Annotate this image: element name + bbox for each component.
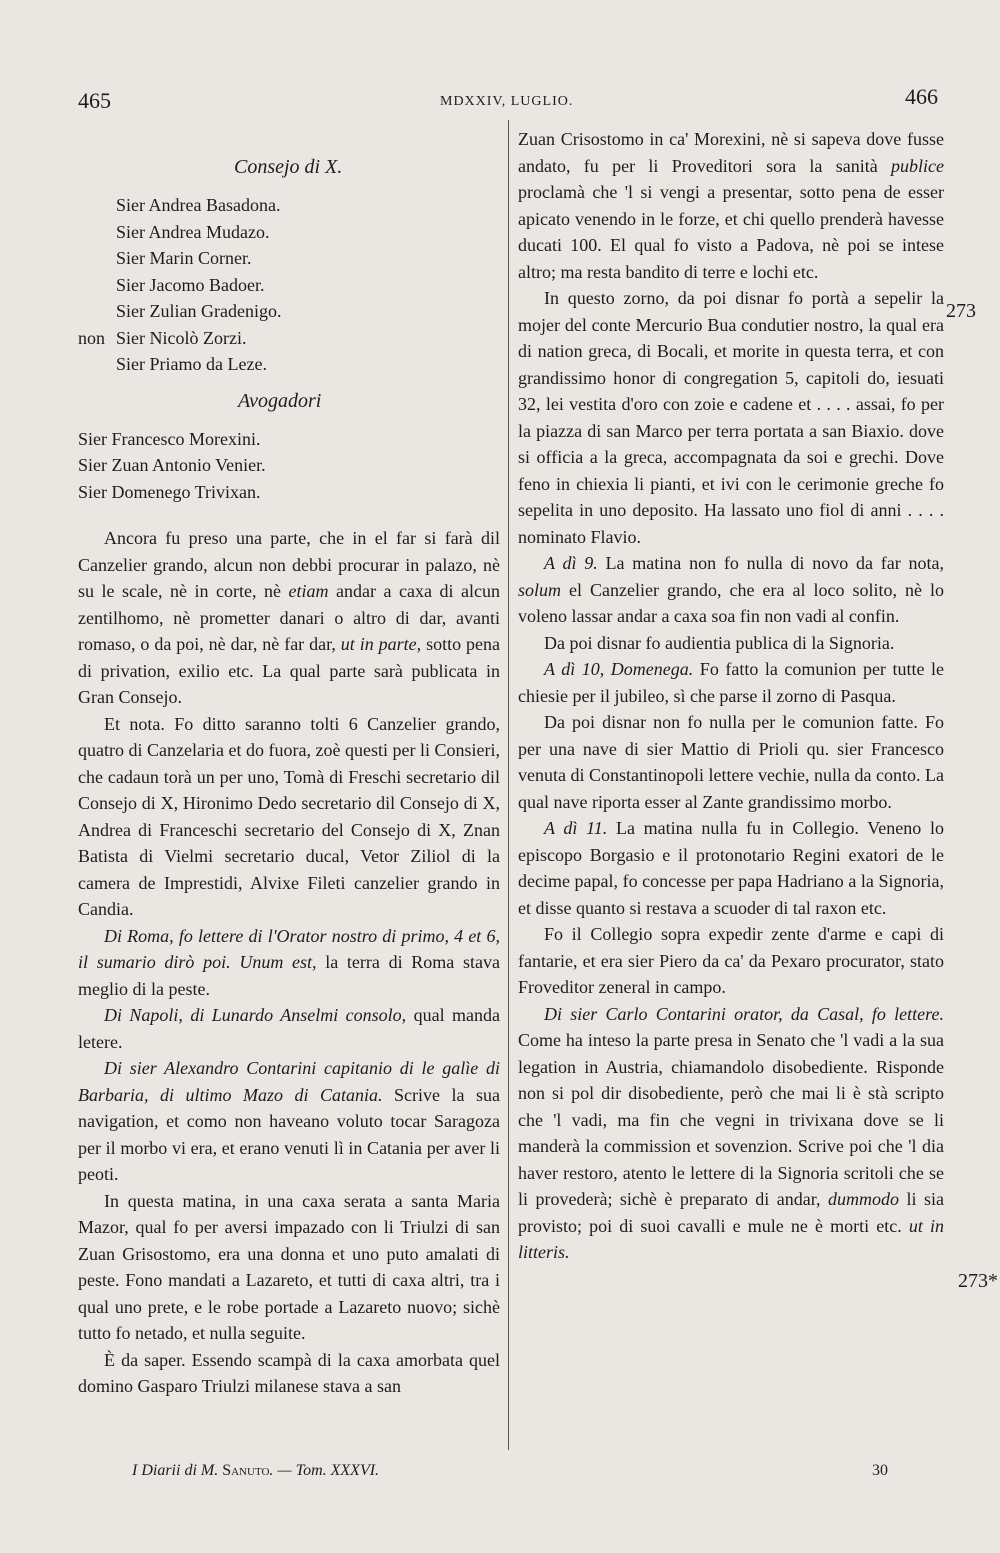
paragraph: In questo zorno, da poi disnar fo portà a sepelir la mojer del conte Mercurio Bua condutier nostro, la qual era di nation greca, di Bocali, et morite in questa terra, et con grandissimo honor di congregation 5, capitoli do, iesuati 32, lei vestita d'oro con zoie e cadene et . . . . assai, fo per la piazza di san Marco per terra portata a san Biaxio. dove si officia a la greca, accompagnata da soi e grechi. Dove feno in chiexia li pianti, et ivi con le cerimonie greche fo sepelita in uno deposito. Ha lassato uno fiol di anni . . . . nominato Flavio.: [518, 288, 944, 547]
section-heading-avogadori: Avogadori: [238, 389, 322, 412]
list-item: Sier Andrea Basadona.: [116, 195, 281, 215]
margin-note-lower: 273*: [958, 1270, 998, 1292]
paragraph: Fo il Collegio sopra expedir zente d'arme e capi di fantarie, et era sier Piero da ca' da Pexaro procurator, stato Froveditor zeneral in campo.: [518, 924, 944, 997]
paragraph: A dì 11. La matina nulla fu in Collegio. Veneno lo episcopo Borgasio e il protonotario Regini exatori de le decime papal, fo concesse per papa Hadriano a la Signoria, et disse quanto si restava a scuoder di tal raxon etc.: [518, 818, 944, 918]
paragraph: Da poi disnar fo audientia publica di la Signoria.: [544, 632, 895, 653]
list-item: Sier Marin Corner.: [116, 248, 252, 268]
section-heading-consejo: Consejo di X.: [234, 156, 343, 178]
running-head: [0, 84, 1000, 118]
paragraph: Di sier Carlo Contarini orator, da Casal, fo lettere. Come ha inteso la parte presa in Senato che 'l vadi a la sua legation in Austria, chiamandolo disobediente. Risponde non si pol dir disobediente, però che mai li è stà scripto che 'l vadi, ma fin che vegni in trivixana dove se li manderà la commission et sovenzion. Scrive poi che 'l dia haver restoro, atento le lettere di la Signoria scritoli che se li provederà; sichè è preparato di andar, dummodo li sia provisto; poi di suoi cavalli e mule ne è morti etc. ut in litteris.: [518, 1003, 944, 1262]
paragraph: In questa matina, in una caxa serata a santa Maria Mazor, qual fo per aversi impazado con li Triulzi di san Zuan Grisostomo, era una donna et uno puto amalati di peste. Fono mandati a Lazareto, et tutti di caxa altri, tra i qual uno prete, e le robe portade a Lazareto nuovo; sichè tutto fo netado, et nulla seguite.: [78, 1190, 500, 1343]
paragraph: A dì 10, Domenega. Fo fatto la comunion per tutte le chiesie per il jubileo, sì che parse il zorno di Pasqua.: [518, 659, 944, 706]
consejo-member-list: [78, 192, 500, 378]
paragraph: Da poi disnar non fo nulla per le comunion fatte. Fo per una nave di sier Mattio di Prioli qu. sier Francesco venuta di Constantinopoli lettere vechie, nulla da conto. La qual nave riporta esser al Zante grandissimo morbo.: [518, 712, 944, 812]
paragraph: Ancora fu preso una parte, che in el far si farà dil Canzelier grando, alcun non debbi procurar in palazo, nè su le scale, nè in corte, nè etiam andar a caxa di alcun zentilhomo, nè prometter danari o altro di dar, avanti romaso, o da poi, nè dar, nè far dar, ut in parte, sotto pena di privation, exilio etc. La qual parte sarà publicata in Gran Consejo.: [78, 528, 500, 707]
paragraph: Di sier Alexandro Contarini capitanio di le galìe di Barbaria, di ultimo Mazo di Catania. Scrive la sua navigation, et como non haveano voluto tocar Saragoza per il morbo vi era, et erano venuti lì in Catania per aver li peoti.: [78, 1058, 500, 1184]
list-item: Sier Francesco Morexini.: [78, 428, 261, 449]
list-item: Sier Priamo da Leze.: [116, 354, 267, 374]
list-item: Sier Andrea Mudazo.: [116, 221, 270, 242]
page-number-left: 465: [78, 88, 111, 113]
paragraph: È da saper. Essendo scampà di la caxa amorbata quel domino Gasparo Triulzi milanese stava a san: [78, 1349, 500, 1396]
margin-note-upper: 273: [946, 300, 976, 322]
running-title: MDXXIV, LUGLIO.: [440, 94, 574, 109]
paragraph: Di Napoli, di Lunardo Anselmi consolo, qual manda letere.: [78, 1005, 500, 1052]
right-column: [518, 126, 944, 1266]
list-item: non Sier Nicolò Zorzi.: [78, 327, 247, 348]
footer-signature-number: 30: [872, 1462, 888, 1479]
paragraph: Et nota. Fo ditto saranno tolti 6 Canzelier grando, quatro di Canzelaria et do fuora, zoè questi per li Consieri, che cadaun torà un per uno, Tomà di Freschi secretario dil Consejo di X, Hironimo Dedo secretario dil Consejo di X, Andrea di Franceschi secretario del Consejo di X, Znan Batista di Vielmi secretario ducal, Vetor Ziliol di la camera de Imprestidi, Alvixe Fileti canzelier grando in Candia.: [78, 713, 500, 919]
list-item: Sier Domenego Trivixan.: [78, 481, 261, 502]
footer-citation: I Diarii di M. Sanuto. — Tom. XXXVI.: [132, 1462, 380, 1479]
column-divider: [508, 120, 509, 1450]
paragraph: Zuan Crisostomo in ca' Morexini, nè si sapeva dove fusse andato, fu per li Proveditori sora la sanità publice proclamà che 'l si vengi a presentar, sotto pena de esser apicato venendo in le forze, et chi quello prenderà havesse ducati 100. El qual fo visto a Padova, nè poi se intese altro; ma resta bandito di terre e lochi etc.: [518, 129, 944, 282]
page-number-right: 466: [905, 84, 938, 109]
list-item: Sier Jacomo Badoer.: [116, 274, 265, 295]
paragraph: A dì 9. La matina non fo nulla di novo da far nota, solum el Canzelier grando, che era al loco solito, nè lo voleno lassar andar a caxa soa fin non vadi al confin.: [518, 553, 944, 626]
list-item: Sier Zulian Gradenigo.: [116, 301, 282, 321]
list-item: Sier Zuan Antonio Venier.: [78, 455, 266, 475]
left-column: [78, 126, 500, 1400]
footer: [0, 1462, 1000, 1486]
paragraph: Di Roma, fo lettere di l'Orator nostro di primo, 4 et 6, il sumario dirò poi. Unum est, la terra di Roma stava meglio di la peste.: [78, 925, 500, 999]
avogadori-member-list: [78, 426, 500, 506]
